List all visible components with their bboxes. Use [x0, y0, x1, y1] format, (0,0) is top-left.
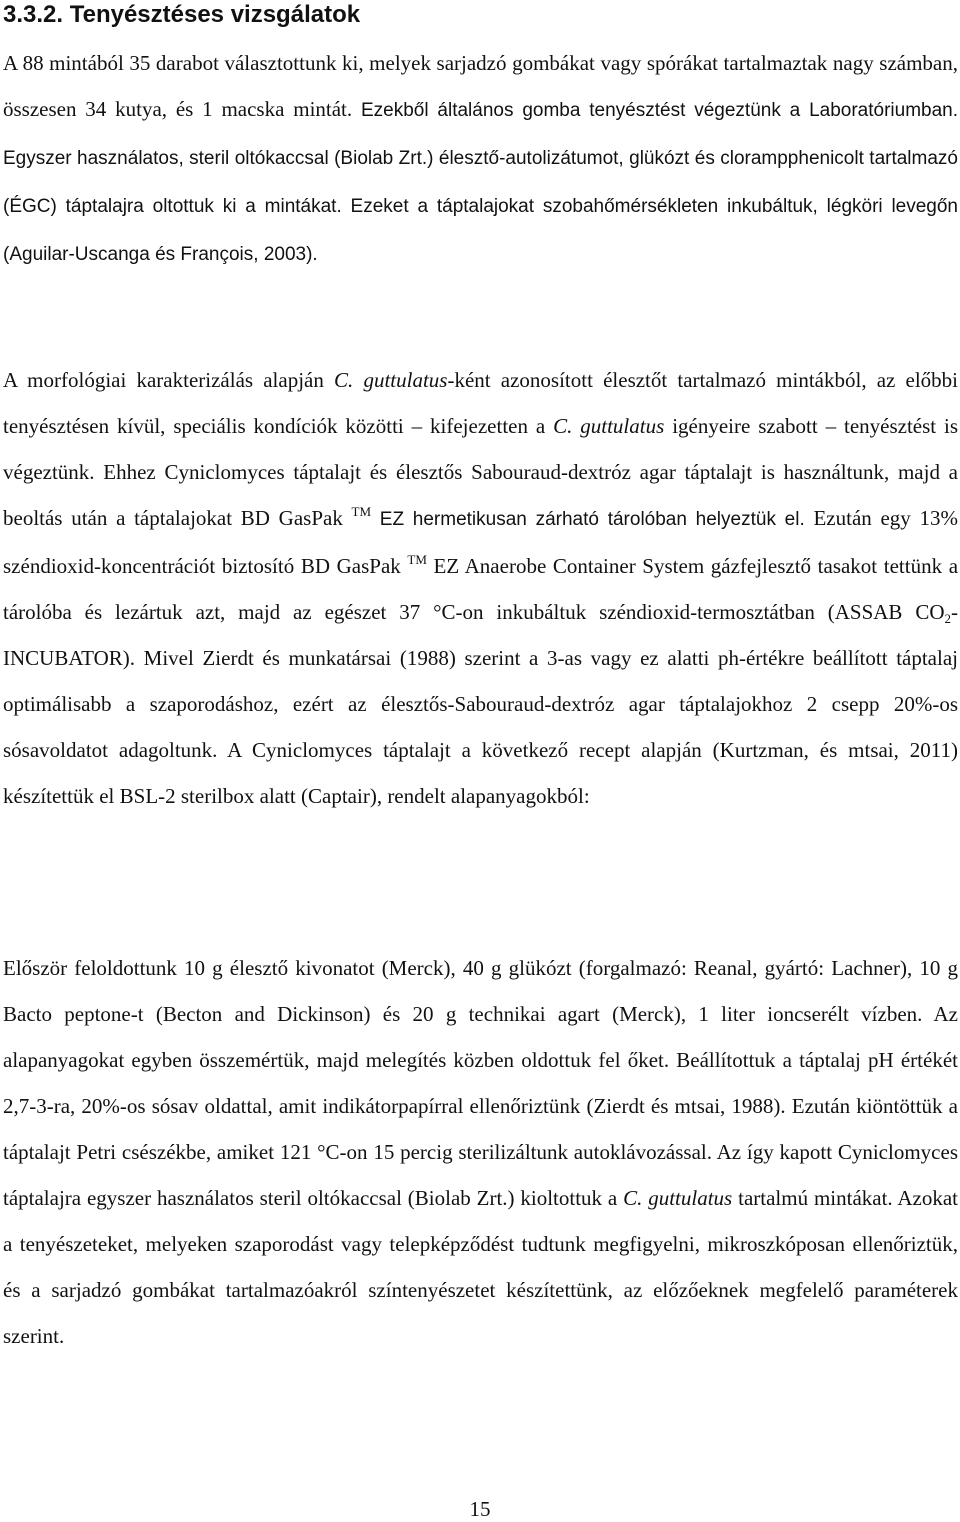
p2-text-e: igényeire szabott – tenyésztést is végeztünk. Ehhez Cyniclomyces táptalajt és élesztős Sabouraud-dextróz agar táptalajt is használtunk, majd a beoltás után a táptalajokat BD GasPak: [3, 414, 959, 530]
p2-text-h: EZ Anaerobe Container System gázfejlesztő tasakot tettünk a tárolóba és lezártuk azt, majd az egészet 37 °C-on inkubáltuk széndioxid-termosztátban (ASSAB CO: [3, 554, 959, 624]
p3-text-c: tartalmú mintákat. Azokat a tenyészeteket, melyeken szaporodást vagy telepképződést tudtunk megfigyelni, mikroszkóposan ellenőriztük, és a sarjadzó gombákat tartalmazóakról színtenyészetet készítettünk, az előzőeknek megfelelő paraméterek szerint.: [3, 1186, 959, 1348]
paragraph-1: [3, 40, 958, 278]
p1-text-b: Ezekből általános gomba tenyésztést végeztünk a Laboratóriumban. Egyszer használatos, steril oltókaccsal (Biolab Zrt.) élesztő-autolizátumot, glükózt és clorampphenicolt tartalmazó (ÉGC) táptalajra oltottuk ki a mintákat. Ezeket a táptalajokat szobahőmérsékleten inkubáltuk, légköri levegőn (Aguilar-Uscanga és François, 2003).: [3, 100, 959, 265]
p3-text-a: Először feloldottunk 10 g élesztő kivonatot (Merck), 40 g glükózt (forgalmazó: Reanal, gyártó: Lachner), 10 g Bacto peptone-t (Becton and Dickinson) és 20 g technikai agart (Merck), 1 liter ioncserélt vízben. Az alapanyagokat egyben összemértük, majd melegítés közben oldottuk fel őket. Beállítottuk a táptalaj pH értékét 2,7-3-ra, 20%-os sósav oldattal, amit indikátorpapírral ellenőriztünk (Zierdt és mtsai, 1988). Ezután kiöntöttük a táptalajt Petri csészékbe, amiket 121 °C-on 15 percig sterilizáltunk autoklávozással. Az így kapott Cyniclomyces táptalajra egyszer használatos steril oltókaccsal (Biolab Zrt.) kioltottuk a: [3, 956, 958, 1210]
paragraph-3: [3, 945, 958, 1359]
p2-text-g: Ezután egy 13% széndioxid-koncentrációt biztosító BD GasPak: [3, 506, 959, 578]
p2-species-1: C. guttulatus: [334, 368, 448, 392]
p1-text-a: A 88 mintából 35 darabot választottunk ki, melyek sarjadzó gombákat vagy spórákat tartalmaztak nagy számban, összesen 34 kutya, és 1 macska mintát.: [3, 51, 958, 121]
trademark-mark-2: TM: [407, 552, 427, 567]
p2-text-f: EZ hermetikusan zárható tárolóban helyeztük el.: [379, 509, 805, 530]
p2-text-i: -INCUBATOR). Mivel Zierdt és munkatársai (1988) szerint a 3-as vagy ez alatti ph-értékre beállított táptalaj optimálisabb a szaporodáshoz, ezért az élesztős-Sabouraud-dextróz agar táptalajokhoz 2 csepp 20%-os sósavoldatot adagoltunk. A Cyniclomyces táptalajt a következő recept alapján (Kurtzman, és mtsai, 2011) készítettük el BSL-2 sterilbox alatt (Captair), rendelt alapanyagokból:: [3, 600, 958, 808]
section-heading: 3.3.2. Tenyésztéses vizsgálatok: [3, 1, 361, 28]
paragraph-2: [3, 357, 958, 819]
page-number: 15: [469, 1497, 491, 1521]
co2-subscript: 2: [944, 611, 951, 626]
p3-species: C. guttulatus: [623, 1186, 733, 1210]
p2-species-2: C. guttulatus: [553, 414, 665, 438]
p2-text-c: -ként azonosított élesztőt tartalmazó mintákból, az előbbi tenyésztésen kívül, speciális kondíciók közötti – kifejezetten a: [3, 368, 959, 438]
p2-text-a: A morfológiai karakterizálás alapján: [3, 368, 324, 392]
trademark-mark-1: TM: [351, 504, 372, 519]
